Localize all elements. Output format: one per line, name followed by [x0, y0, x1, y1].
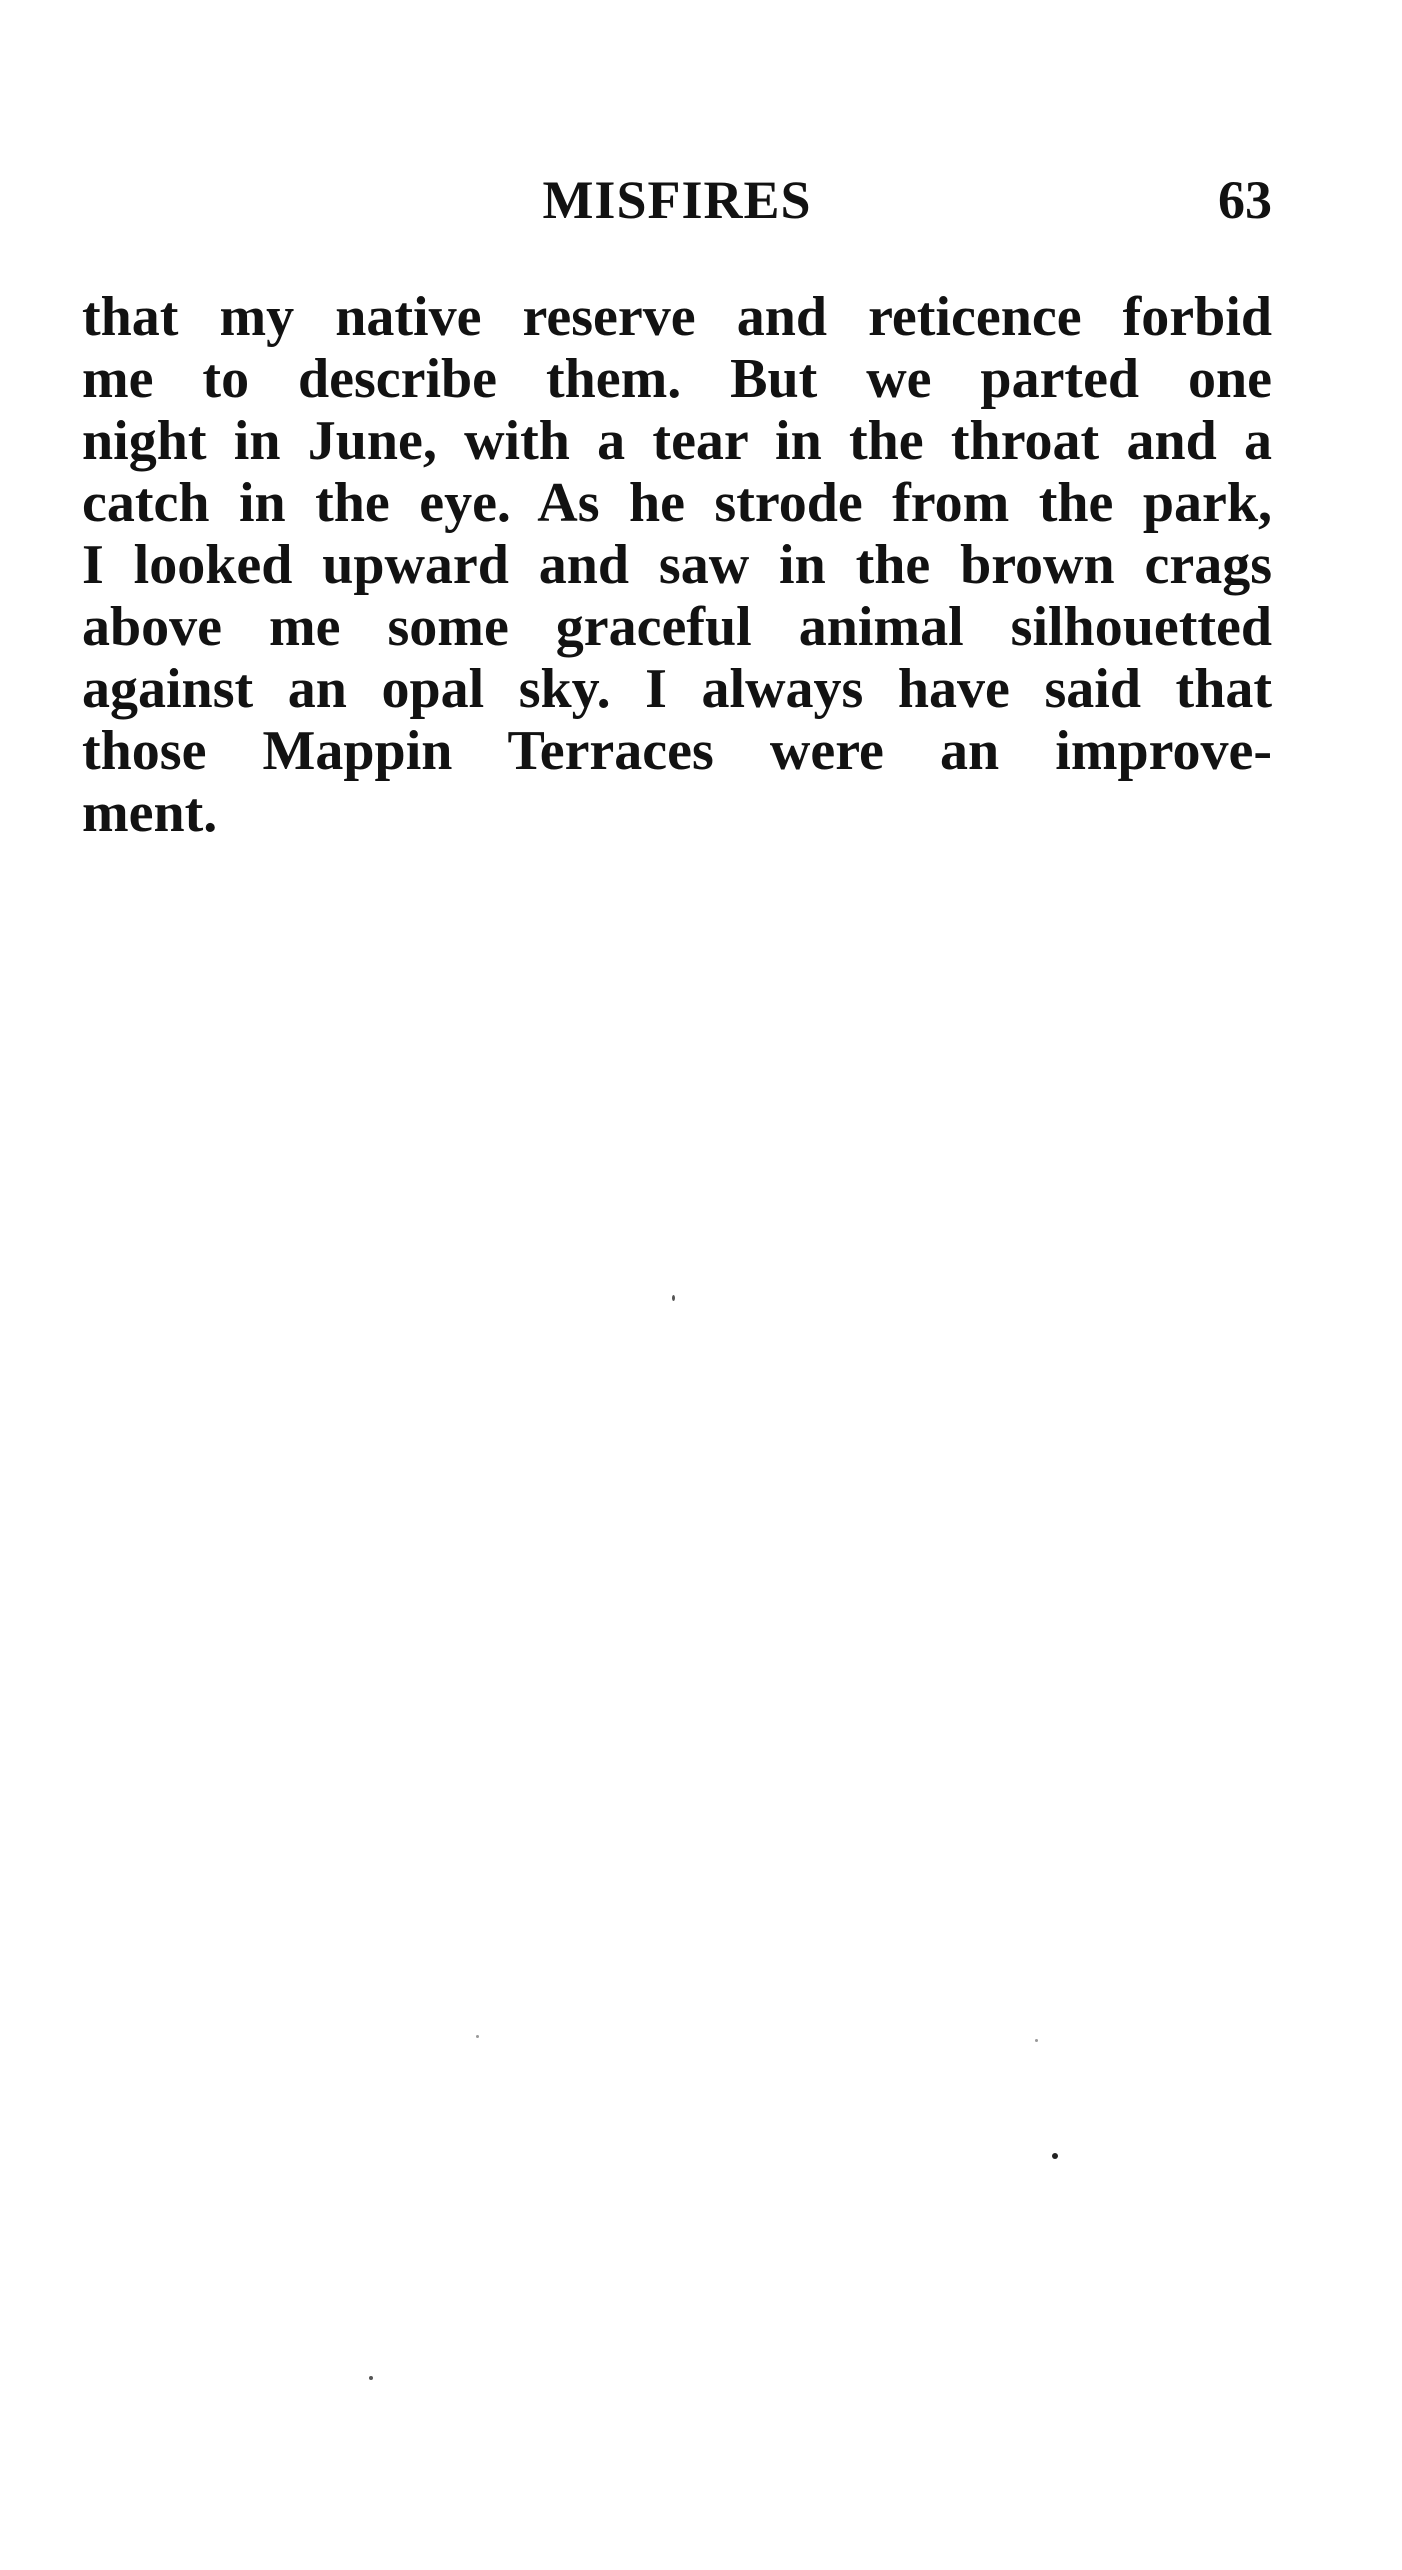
text-line: ment. — [82, 782, 218, 844]
text-line: that my native reserve and reticence forbid — [82, 286, 1272, 348]
scan-speck — [1052, 2153, 1058, 2159]
scan-speck — [672, 1295, 675, 1301]
scan-speck — [1035, 2039, 1038, 2042]
text-line: above me some graceful animal silhouetted — [82, 596, 1272, 658]
text-line: me to describe them. But we parted one — [82, 348, 1272, 410]
page-number: 63 — [1218, 170, 1272, 230]
text-line: I looked upward and saw in the brown crags — [82, 534, 1272, 596]
scan-speck — [476, 2035, 479, 2038]
text-line: catch in the eye. As he strode from the park, — [82, 472, 1272, 534]
scan-speck — [369, 2376, 373, 2380]
text-line: against an opal sky. I always have said that — [82, 658, 1272, 720]
text-line: those Mappin Terraces were an improve- — [82, 720, 1272, 782]
text-line: night in June, with a tear in the throat and a — [82, 410, 1272, 472]
running-head — [82, 164, 1272, 236]
body-paragraph — [82, 286, 1272, 844]
running-title: MISFIRES — [542, 170, 812, 230]
